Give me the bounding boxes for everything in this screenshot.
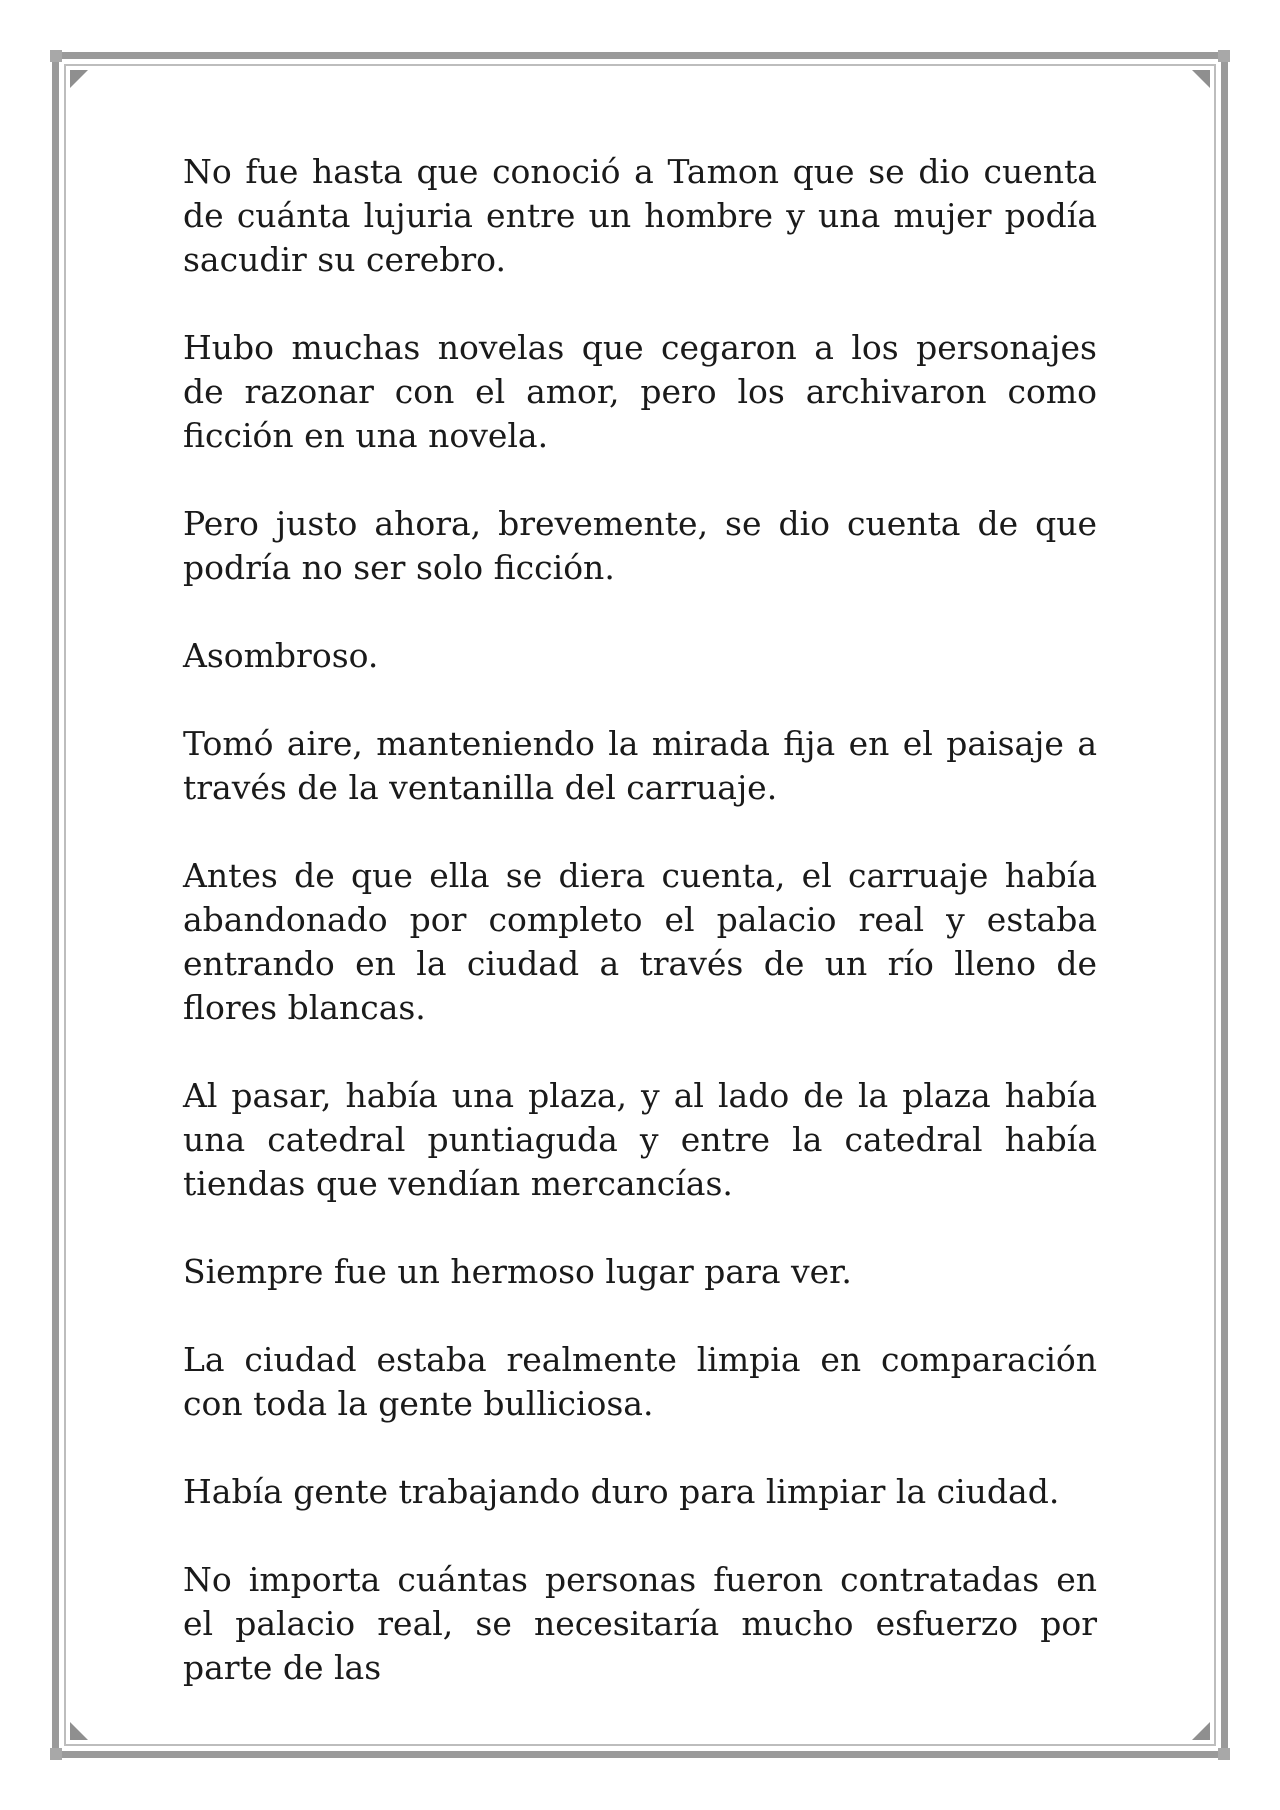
paragraph: Hubo muchas novelas que cegaron a los personajes de razonar con el amor, pero los archivaron como ficción en una novela. bbox=[183, 328, 1097, 455]
paragraph: Siempre fue un hermoso lugar para ver. bbox=[183, 1252, 852, 1291]
paragraph: Antes de que ella se diera cuenta, el carruaje había abandonado por completo el palacio real y estaba entrando en la ciudad a través de un río lleno de flores blancas. bbox=[183, 856, 1097, 1027]
corner-triangle bbox=[1192, 70, 1210, 88]
corner-ornament bbox=[50, 1748, 62, 1760]
corner-triangle bbox=[70, 70, 88, 88]
corner-triangle bbox=[1192, 1722, 1210, 1740]
paragraph: Asombroso. bbox=[183, 636, 379, 675]
corner-triangle bbox=[70, 1722, 88, 1740]
corner-ornament bbox=[1218, 50, 1230, 62]
corner-ornament bbox=[50, 50, 62, 62]
paragraph: Tomó aire, manteniendo la mirada fija en el paisaje a través de la ventanilla del carruaje. bbox=[183, 724, 1097, 807]
body-text bbox=[183, 150, 1097, 1734]
paragraph: Había gente trabajando duro para limpiar la ciudad. bbox=[183, 1472, 1060, 1511]
paragraph: La ciudad estaba realmente limpia en comparación con toda la gente bulliciosa. bbox=[183, 1340, 1097, 1423]
corner-ornament bbox=[1218, 1748, 1230, 1760]
paragraph: Al pasar, había una plaza, y al lado de la plaza había una catedral puntiaguda y entre la catedral había tiendas que vendían mercancías. bbox=[183, 1076, 1097, 1203]
paragraph: No importa cuántas personas fueron contratadas en el palacio real, se necesitaría mucho esfuerzo por parte de las bbox=[183, 1560, 1097, 1687]
paragraph: Pero justo ahora, brevemente, se dio cuenta de que podría no ser solo ficción. bbox=[183, 504, 1097, 587]
paragraph: No fue hasta que conoció a Tamon que se dio cuenta de cuánta lujuria entre un hombre y una mujer podía sacudir su cerebro. bbox=[183, 152, 1097, 279]
